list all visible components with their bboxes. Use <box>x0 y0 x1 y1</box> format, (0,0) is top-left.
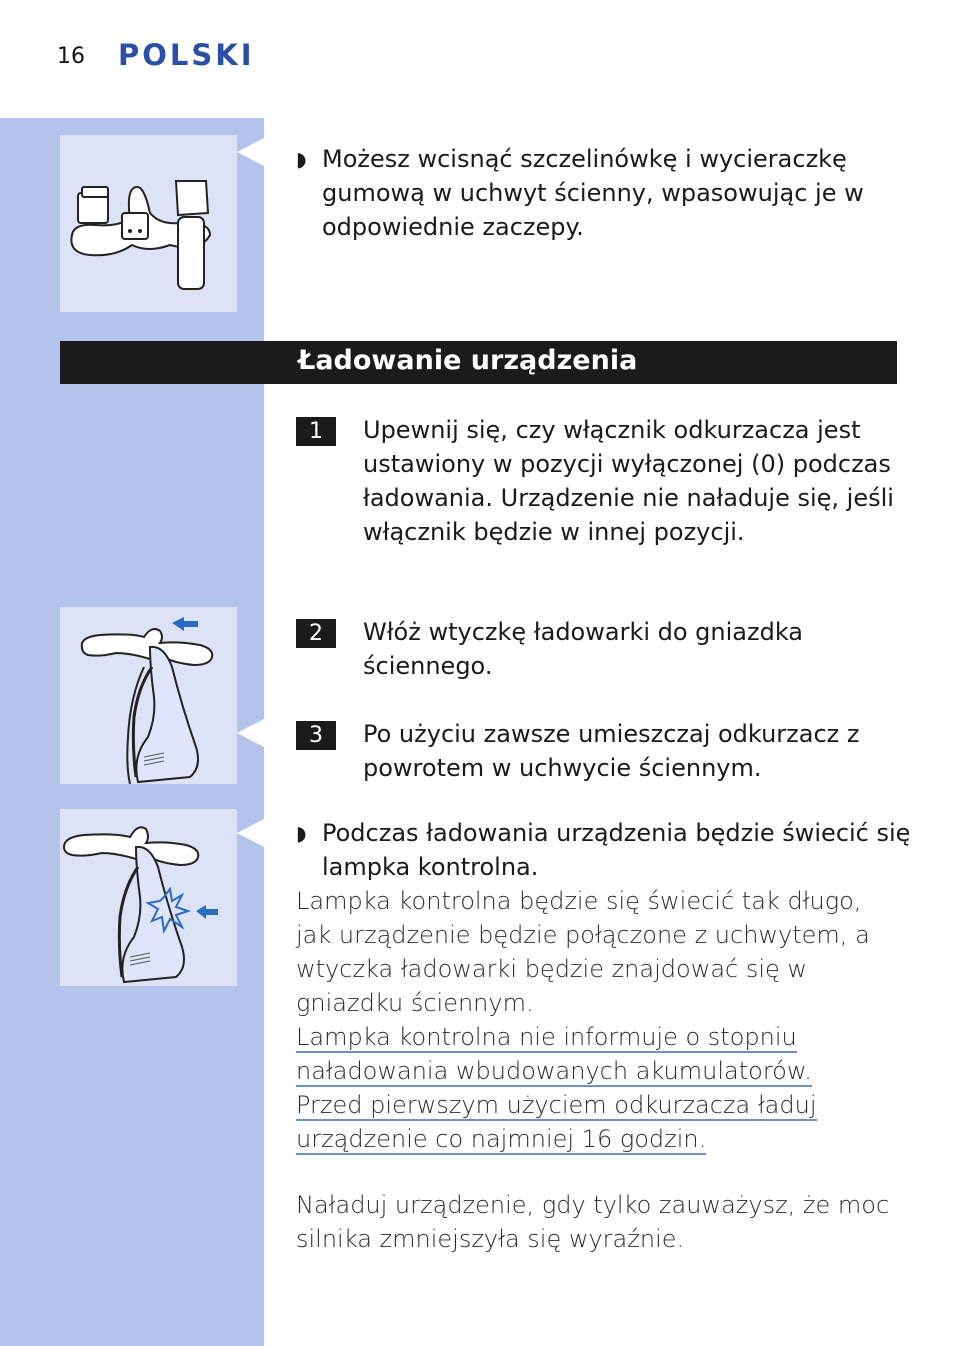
figure-switch-off <box>60 607 237 784</box>
figure-3-pointer <box>237 819 264 847</box>
notice-line: Lampka kontrolna nie informuje o stopniu <box>296 1023 797 1051</box>
bullet-marker: ◗ <box>296 821 307 845</box>
step-text: Po użyciu zawsze umieszczaj odkurzacz z powrotem w uchwycie ściennym. <box>363 720 860 782</box>
figure-charging-light <box>60 809 237 986</box>
notice-line: Przed pierwszym użyciem odkurzacza ładuj <box>296 1091 817 1119</box>
language-section-title: POLSKI <box>118 38 255 72</box>
charging-bullet-text: Podczas ładowania urządzenia będzie świecić się lampka kontrolna. <box>322 819 911 881</box>
figure-1-pointer <box>237 138 264 166</box>
step-text: Upewnij się, czy włącznik odkurzacza jest ustawiony w pozycji wyłączonej (0) podczas ładowania. Urządzenie nie naładuje się, jeśli włącznik będzie w innej pozycji. <box>363 416 894 546</box>
bullet-marker: ◗ <box>296 147 307 171</box>
vacuum-in-holder-illustration <box>60 607 237 784</box>
step-number: 1 <box>296 417 336 446</box>
page-number: 16 <box>57 44 85 69</box>
notice-block <box>296 1020 896 1156</box>
charging-indicator-illustration <box>60 809 237 986</box>
notice-line: urządzenie co najmniej 16 godzin. <box>296 1125 707 1153</box>
figure-2-pointer <box>237 719 264 747</box>
step-text: Włóż wtyczkę ładowarki do gniazdka ściennego. <box>363 618 804 680</box>
notice-line: naładowania wbudowanych akumulatorów. <box>296 1057 812 1085</box>
wall-holder-illustration <box>60 135 237 312</box>
paragraph-recharge-advice: Naładuj urządzenie, gdy tylko zauważysz, że moc silnika zmniejszyła się wyraźnie. <box>296 1191 890 1253</box>
section-heading-bar <box>60 341 897 384</box>
intro-bullet-text: Możesz wcisnąć szczelinówkę i wycieraczkę gumową w uchwyt ścienny, wpasowując je w odpowiednie zaczepy. <box>322 145 864 241</box>
step-number: 2 <box>296 619 336 648</box>
step-number: 3 <box>296 721 336 750</box>
paragraph-indicator-duration: Lampka kontrolna będzie się świecić tak długo, jak urządzenie będzie połączone z uchwytem, a wtyczka ładowarki będzie znajdować się w gniazdku ściennym. <box>296 887 870 1017</box>
figure-wall-holder <box>60 135 237 312</box>
section-heading: Ładowanie urządzenia <box>298 345 638 376</box>
